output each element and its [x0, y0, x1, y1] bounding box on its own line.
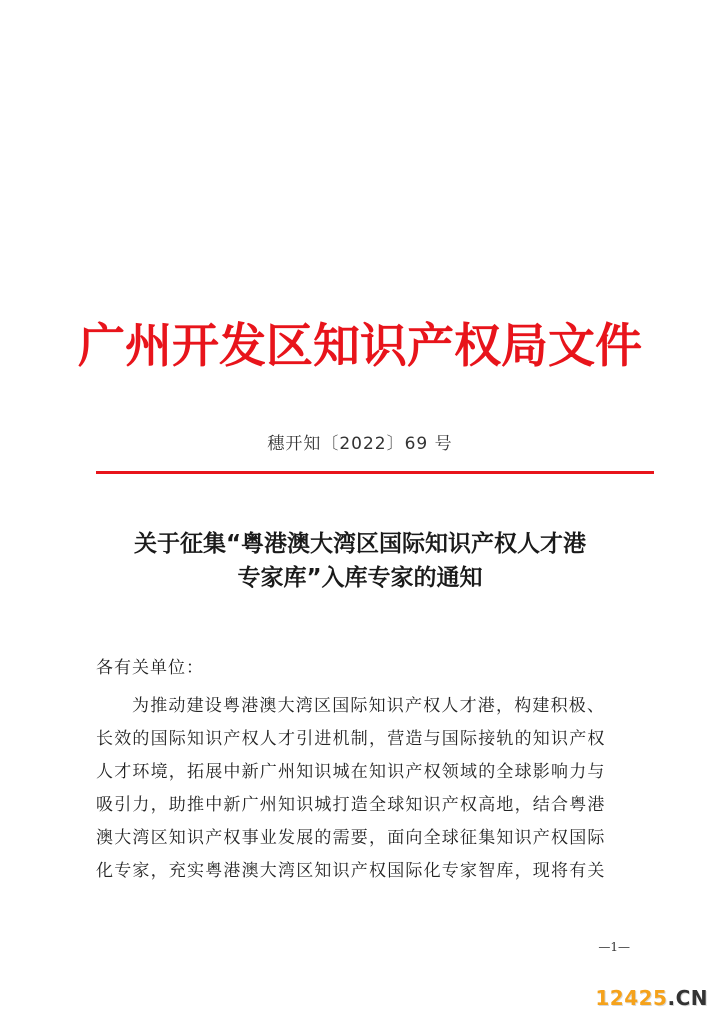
notice-title-line-2: 专家库”入库专家的通知 — [237, 565, 483, 591]
watermark-dot: . — [667, 986, 676, 1010]
watermark-suffix: CN — [675, 986, 708, 1010]
notice-title-line-1: 关于征集“粤港澳大湾区国际知识产权人才港 — [133, 531, 587, 557]
body-line: 化专家，充实粤港澳大湾区知识产权国际化专家智库，现将有关 — [96, 861, 606, 881]
body-line: 澳大湾区知识产权事业发展的需要，面向全球征集知识产权国际 — [96, 828, 606, 848]
document-number: 穗开知〔2022〕69 号 — [267, 434, 453, 454]
body-paragraph — [96, 690, 656, 888]
body-line: 人才环境，拓展中新广州知识城在知识产权领域的全球影响力与 — [96, 762, 606, 782]
page-number: —1— — [598, 940, 630, 954]
salutation: 各有关单位： — [96, 658, 204, 678]
body-line: 为推动建设粤港澳大湾区国际知识产权人才港，构建积极、 — [132, 696, 606, 716]
red-divider-line — [96, 471, 654, 474]
body-line: 吸引力，助推中新广州知识城打造全球知识产权高地，结合粤港 — [96, 795, 606, 815]
site-watermark — [595, 986, 708, 1010]
masthead-title: 广州开发区知识产权局文件 — [78, 319, 642, 374]
notice-title — [60, 527, 660, 595]
body-line: 长效的国际知识产权人才引进机制，营造与国际接轨的知识产权 — [96, 729, 606, 749]
watermark-number: 12425 — [595, 986, 668, 1010]
